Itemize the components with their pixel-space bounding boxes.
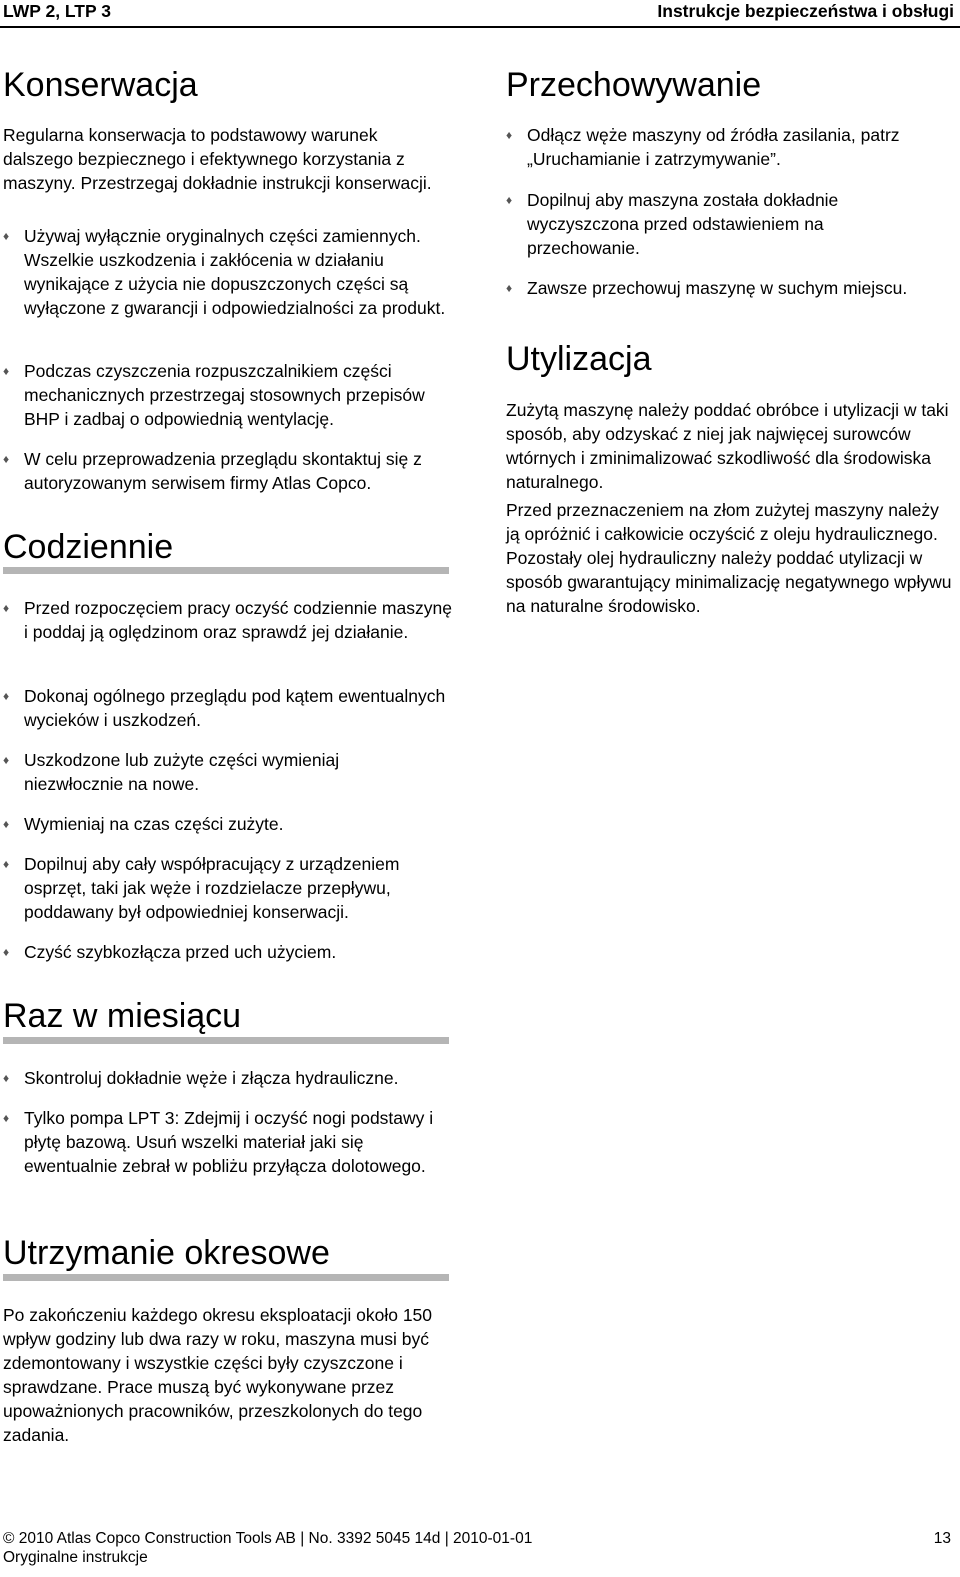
diamond-bullet-icon: ♦ xyxy=(3,601,10,615)
list-item: ♦ Skontroluj dokładnie węże i złącza hydrauliczne. xyxy=(3,1068,399,1088)
diamond-bullet-icon: ♦ xyxy=(3,857,10,871)
list-item: ♦ Wymieniaj na czas części zużyte. xyxy=(3,814,284,834)
list-item: ♦ W celu przeprowadzenia przeglądu skontaktuj się z autoryzowanym serwisem firmy Atlas Copco. xyxy=(3,449,422,493)
list-item: ♦ Dokonaj ogólnego przeglądu pod kątem ewentualnych wycieków i uszkodzeń. xyxy=(3,686,446,730)
footer-copyright: © 2010 Atlas Copco Construction Tools AB | No. 3392 5045 14d | 2010-01-01 xyxy=(3,1530,533,1547)
konserwacja-intro: Regularna konserwacja to podstawowy warunek dalszego bezpiecznego i efektywnego korzystania z maszyny. Przestrzegaj dokładnie instrukcji konserwacji. xyxy=(3,125,432,193)
diamond-bullet-icon: ♦ xyxy=(3,229,10,243)
utylizacja-p1: Zużytą maszynę należy poddać obróbce i utylizacji w taki sposób, aby odzyskać z niej jak najwięcej surowców wtórnych i zminimalizować szkodliwość dla środowiska naturalnego. xyxy=(506,400,949,492)
diamond-bullet-icon: ♦ xyxy=(506,281,513,295)
heading-przechowywanie: Przechowywanie xyxy=(506,66,762,104)
header-doc-title: Instrukcje bezpieczeństwa i obsługi xyxy=(657,1,954,21)
diamond-bullet-icon: ♦ xyxy=(3,1111,10,1125)
diamond-bullet-icon: ♦ xyxy=(506,193,513,207)
footer-note: Oryginalne instrukcje xyxy=(3,1549,148,1566)
page-number: 13 xyxy=(933,1530,951,1547)
list-item: ♦ Uszkodzone lub zużyte części wymieniaj niezwłocznie na nowe. xyxy=(3,750,340,794)
list-item: ♦ Dopilnuj aby maszyna została dokładnie wyczyszczona przed odstawieniem na przechowanie. xyxy=(506,190,839,258)
diamond-bullet-icon: ♦ xyxy=(3,364,10,378)
diamond-bullet-icon: ♦ xyxy=(3,452,10,466)
heading-rule xyxy=(3,1037,449,1044)
diamond-bullet-icon: ♦ xyxy=(3,945,10,959)
page-header xyxy=(0,0,960,28)
heading-codziennie: Codziennie xyxy=(3,528,174,566)
list-item: ♦ Tylko pompa LPT 3: Zdejmij i oczyść nogi podstawy i płytę bazową. Usuń wszelki materiał jaki się ewentualnie zebrał w pobliżu przyłącza dolotowego. xyxy=(3,1108,434,1176)
diamond-bullet-icon: ♦ xyxy=(3,1071,10,1085)
heading-raz-w-miesiacu: Raz w miesiącu xyxy=(3,997,242,1035)
heading-rule xyxy=(3,1274,449,1281)
list-item: ♦ Przed rozpoczęciem pracy oczyść codziennie maszynę i poddaj ją oględzinom oraz sprawdź jej działanie. xyxy=(3,598,452,642)
header-product: LWP 2, LTP 3 xyxy=(3,1,111,21)
heading-utrzymanie-okresowe: Utrzymanie okresowe xyxy=(3,1234,330,1272)
heading-utylizacja: Utylizacja xyxy=(506,340,652,378)
page-footer xyxy=(3,1529,957,1567)
list-item: ♦ Zawsze przechowuj maszynę w suchym miejscu. xyxy=(506,278,908,298)
okresowe-text: Po zakończeniu każdego okresu eksploatacji około 150 wpływ godziny lub dwa razy w roku, maszyna musi być zdemontowany i wszystkie części były czyszczone i sprawdzane. Prace muszą być wykonywane przez upoważnionych pracowników, przeszkolonych do tego zadania. xyxy=(3,1305,433,1445)
diamond-bullet-icon: ♦ xyxy=(3,689,10,703)
diamond-bullet-icon: ♦ xyxy=(3,817,10,831)
list-item: ♦ Czyść szybkozłącza przed uch użyciem. xyxy=(3,942,337,962)
diamond-bullet-icon: ♦ xyxy=(506,128,513,142)
list-item: ♦ Odłącz węże maszyny od źródła zasilania, patrz „Uruchamianie i zatrzymywanie”. xyxy=(506,125,900,169)
list-item: ♦ Podczas czyszczenia rozpuszczalnikiem części mechanicznych przestrzegaj stosownych przepisów BHP i zadbaj o odpowiednią wentylację. xyxy=(3,361,425,429)
heading-rule xyxy=(3,567,449,574)
list-item: ♦ Dopilnuj aby cały współpracujący z urządzeniem osprzęt, taki jak węże i rozdzielacze przepływu, poddawany był odpowiedniej konserwacji. xyxy=(3,854,400,922)
list-item: ♦ Używaj wyłącznie oryginalnych części zamiennych. Wszelkie uszkodzenia i zakłócenia w działaniu wynikające z użycia nie dopuszczonych części są wyłączone z gwarancji i odpowiedzialności za produkt. xyxy=(3,226,446,318)
heading-konserwacja: Konserwacja xyxy=(3,66,198,104)
utylizacja-p2: Przed przeznaczeniem na złom zużytej maszyny należy ją opróżnić i całkowicie oczyścić z oleju hydraulicznego. Pozostały olej hydrauliczny należy poddać utylizacji w sposób gwarantujący minimalizację negatywnego wpływu na naturalne środowisko. xyxy=(506,500,952,616)
diamond-bullet-icon: ♦ xyxy=(3,753,10,767)
